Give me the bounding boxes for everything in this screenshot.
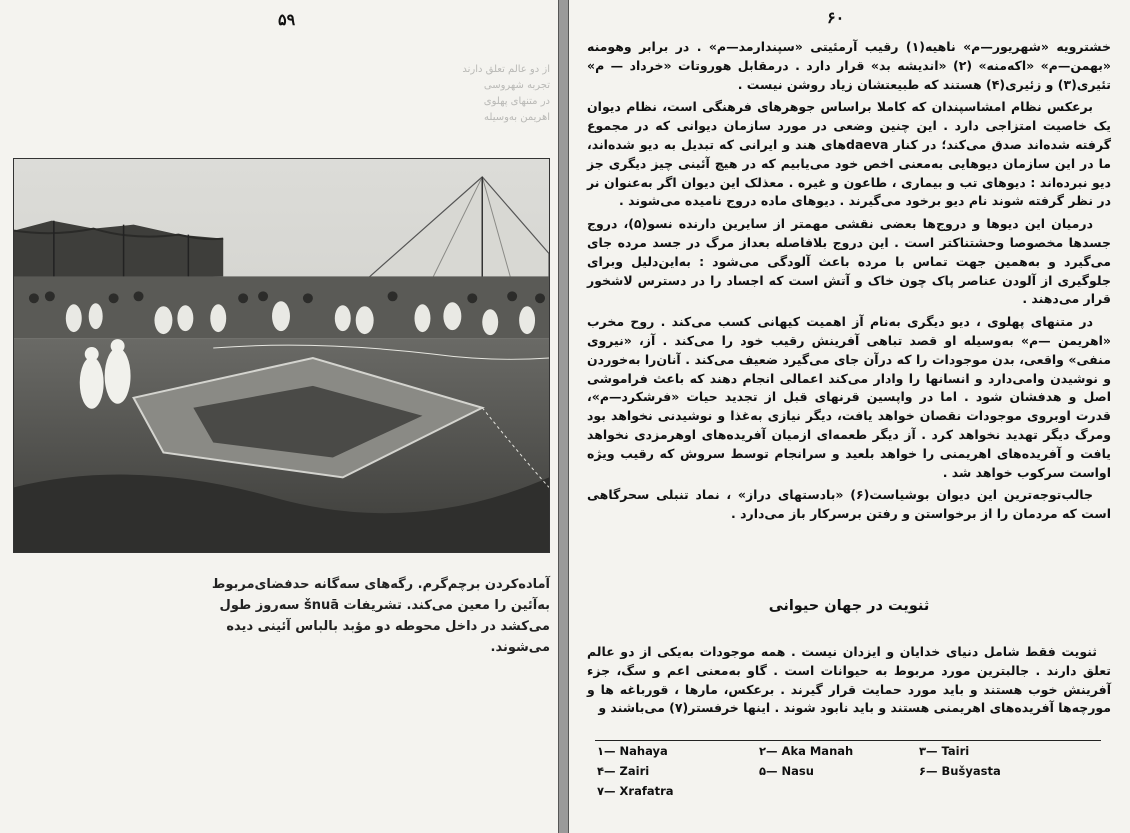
footnote-number: ۶—: [919, 764, 938, 778]
footnote-number: ۳—: [919, 744, 938, 758]
paragraph: برعکس نظام امشاسپندان که کاملا براساس جوهرهای فرهنگی است، نظام دیوان یک خاصیت امتزاجی دارد . این چنین وضعی در مورد سازمان دیوانی که در مجموع گرفته شده‌اند صدق می‌کند؛ در کنار daevaهای هند و ایرانی که تبدیل به دیو شده‌اند، ما در این سازمان دیوهایی به‌معنی اخص خود می‌یابیم که در هیچ آئینی چیز دیگری جز دیو نبرده‌اند : دیوهای تب و بیماری ، طاعون و غیره . معذلک این دیوان اگر به‌عنوان نر در نظر گرفته شوند نام دیو برخود می‌گیرند . دیوهای ماده دروج نامیده می‌شوند .: [587, 99, 1111, 209]
footnote-6: [919, 764, 1001, 778]
photo-image: [14, 159, 549, 552]
left-page: [0, 0, 559, 833]
caption-line: آماده‌کردن برچم‌گرم. رگه‌های سه‌گانه حدفضای‌مربوط: [211, 577, 550, 592]
bleed-line: اهریمن به‌وسیله: [484, 112, 550, 123]
footnote-term: Tairi: [941, 744, 970, 758]
footnote-number: ۴—: [597, 764, 616, 778]
footnote-7: [597, 784, 674, 798]
section-text: [587, 643, 1111, 718]
footnote-number: ۷—: [597, 784, 616, 798]
page-number: ۶۰: [827, 8, 845, 27]
footnote-5: [759, 764, 814, 778]
section-heading: ثنویت در جهان حیوانی: [768, 598, 930, 614]
bleed-line: از دو عالم تعلق دارند: [462, 64, 550, 75]
footnote-divider: [595, 740, 1101, 741]
footnote-3: [919, 744, 969, 758]
page-number: ۵۹: [278, 10, 296, 29]
footnote-term: Bušyasta: [941, 764, 1001, 778]
footnote-term: Nahaya: [619, 744, 668, 758]
footnote-number: ۲—: [759, 744, 778, 758]
paragraph: در متنهای پهلوی ، دیو دیگری به‌نام آز اهمیت کیهانی کسب می‌کند . روح مخرب «اهریمن —م» به‌وسیله او قصد تباهی آفرینش رقیب خود را می‌کند . آز، «نیروی منفی» واقعی، بدن موجودات را که درآن جای می‌گیرد ضعیف می‌کند . آنان‌را به‌خوردن و نوشیدن وامی‌دارد و انسانها را وادار می‌کند اعمالی انجام دهند که باعث فراموشی اصل و هدفشان شود . اما در واپسین قرنهای قبل از تجدید حیات «فرشکرد—م»، قدرت اوبروی موجودات نقصان خواهد یافت، دیگر نیازی به‌غذا و نوشیدنی نخواهد بود ومرگ دیگر تهدید نخواهد کرد . آز دیگر طعمه‌ای ازمیان آفریده‌های اوهرمزدی نخواهد یافت و آفریده‌های اهریمنی را خواهد بلعید و سرانجام توسط سروش که رقیب ویژه اواست سرکوب خواهد شد .: [587, 314, 1111, 480]
paragraph: جالب‌توجه‌ترین این دیوان بوشیاست(۶) «بادستهای دراز» ، نماد تنبلی سحرگاهی است که مردمان را از برخواستن و رفتن برسرکار باز می‌دارد .: [587, 487, 1111, 522]
bleed-line: تجربه شهروسی: [483, 80, 550, 91]
footnote-1: [597, 744, 668, 758]
footnote-2: [759, 744, 853, 758]
caption-line: به‌آئین را معین می‌کند. تشریفات šnuā سه‌روز طول: [219, 598, 550, 613]
footnote-term: Zairi: [619, 764, 650, 778]
footnote-4: [597, 764, 649, 778]
caption-line: می‌شوند.: [490, 640, 550, 655]
paragraph: خشترویه «شهریور—م» ناهیه(۱) رقیب آرمئیتی «سپندارمد—م» . در برابر وهومنه «بهمن—م» «اکه‌منه» (۲) «اندیشه بد» قرار دارد . درمقابل هوروتات «خرداد — م» تئیری(۳) و زئیری(۴) هستند که طبیعتشان زیاد روشن نیست .: [587, 39, 1111, 92]
footnote-number: ۱—: [597, 744, 616, 758]
ceremony-photo: [13, 158, 550, 553]
caption-line: می‌کشد در داخل محوطه دو مؤبد بالباس آئینی دیده: [226, 619, 550, 634]
footnote-term: Aka Manah: [781, 744, 854, 758]
main-text: [587, 38, 1111, 528]
footnote-number: ۵—: [759, 764, 778, 778]
photo-caption: [110, 574, 550, 658]
footnotes: [597, 744, 1067, 804]
bleed-through-text: [390, 62, 550, 126]
bleed-line: در متنهای پهلوی: [483, 96, 550, 107]
right-page: [568, 0, 1130, 833]
paragraph: درمیان این دیوها و دروج‌ها بعضی نقشی مهمتر از سایرین دارنده نسو(۵)، دروج جسدها مخصوصا وحشتناکتر است . این دروج بلافاصله بعداز مرگ در جسد مرده جای می‌گیرد و به‌همین جهت تماس با مرده باعث آلودگی می‌شود : به‌این‌دلیل وبرای جلوگیری از آلودن عناصر پاک چون خاک و آتش است که اجساد را در دسترس لاشخور قرار می‌دهند .: [587, 216, 1111, 307]
footnote-term: Xrafatra: [619, 784, 674, 798]
paragraph: ثنویت فقط شامل دنیای خدایان و ایزدان نیست . همه موجودات به‌یکی از دو عالم تعلق دارند . جالبترین مورد مربوط به حیوانات است . گاو به‌معنی اعم و سگ، جزء آفرینش خوب هستند و باید مورد حمایت قرار گیرند . برعکس، مارها ، قورباغه ها و مورچه‌ها آفریده‌های اهریمنی هستند و باید نابود شوند . اینها خرفستر(۷) می‌باشند و: [587, 644, 1111, 716]
footnote-term: Nasu: [781, 764, 814, 778]
